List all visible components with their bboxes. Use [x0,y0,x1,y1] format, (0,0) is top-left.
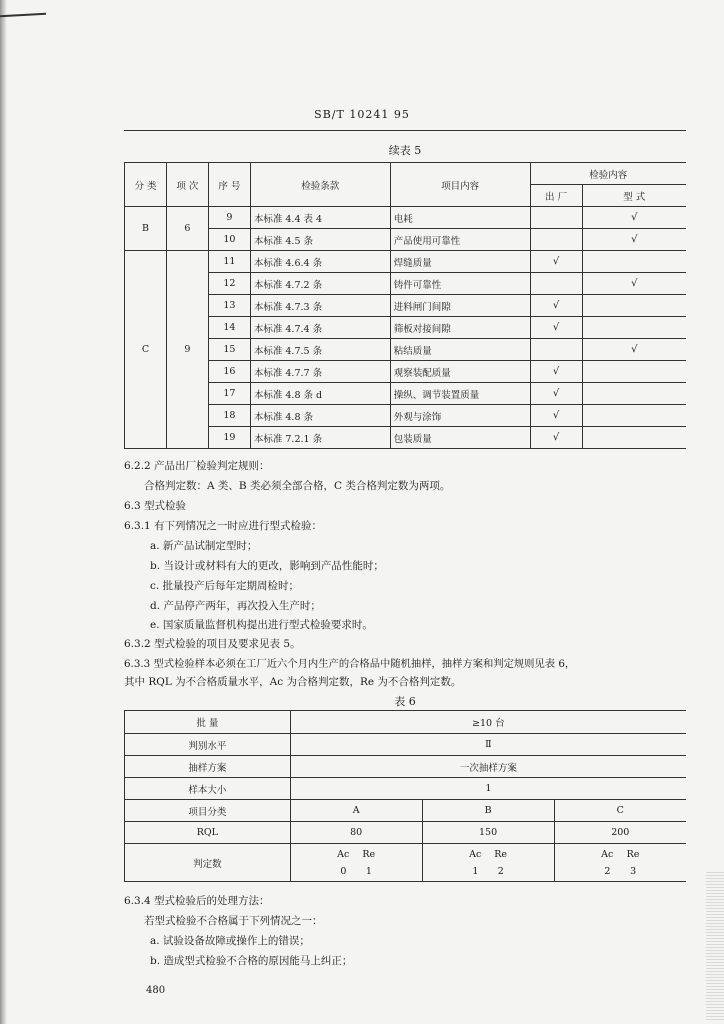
page-number: 480 [146,985,166,996]
cell-clause: 本标准 4.7.3 条 [250,295,390,317]
para-6-3-1: 6.3.1 有下列情况之一时应进行型式检验： [124,520,323,532]
header-rule [124,130,686,131]
th-category: 分 类 [125,163,167,207]
cell-seq: 16 [208,361,250,383]
cell-type [582,427,686,449]
group-category: B [125,207,167,251]
cell-factory [530,339,582,361]
cell-seq: 14 [208,317,250,339]
re-value: 1 [365,865,372,877]
para-6-3-3-cont: 其中 RQL 为不合格质量水平，Ac 为合格判定数，Re 为不合格判定数。 [124,676,462,688]
t6-plan-value: 一次抽样方案 [290,756,686,778]
group-item: 9 [166,251,208,449]
table5-caption: 续表 5 [388,144,422,157]
cell-factory [530,207,582,229]
cell-factory: √ [530,361,582,383]
re-value: 2 [497,865,504,877]
t6-class-label: 项目分类 [125,800,291,822]
th-seq: 序 号 [208,163,250,207]
ac-value: 0 [340,865,347,877]
re-value: 3 [630,865,637,877]
cell-content: 外观与涂饰 [390,405,530,427]
cell-content: 操纵、调节装置质量 [390,383,530,405]
cell-type [582,361,686,383]
th-scope: 检验内容 [530,163,686,185]
item-c: c. 批量投产后每年定期周检时； [150,580,300,592]
table5-row [125,295,687,317]
table6 [124,710,686,882]
cell-factory: √ [530,317,582,339]
ac-value: 2 [604,865,611,877]
cell-type [582,405,686,427]
t6-lot-value: ≥10 台 [290,711,686,734]
cell-clause: 本标准 4.7.4 条 [250,317,390,339]
t6-rql-label: RQL [125,822,291,844]
cell-factory [530,273,582,295]
t6-rql-c: 200 [554,822,686,844]
t6-judge-label: 判定数 [125,844,291,882]
re-label: Re [494,848,508,860]
cell-seq: 12 [208,273,250,295]
table5-row [125,273,687,295]
cell-factory: √ [530,251,582,273]
cell-type: √ [582,339,686,361]
cell-type: √ [582,229,686,251]
cell-type [582,383,686,405]
cell-seq: 9 [208,207,250,229]
ac-label: Ac [469,848,482,860]
t6-level-value: Ⅱ [290,734,686,756]
group-category: C [125,251,167,449]
item-b2: b. 造成型式检验不合格的原因能马上纠正； [150,955,353,967]
cell-clause: 本标准 4.8 条 [250,405,390,427]
table5-row [125,339,687,361]
t6-size-value: 1 [290,778,686,800]
cell-seq: 17 [208,383,250,405]
re-label: Re [362,848,376,860]
cell-clause: 本标准 4.4 表 4 [250,207,390,229]
cell-content: 包装质量 [390,427,530,449]
cell-clause: 本标准 4.7.7 条 [250,361,390,383]
cell-type: √ [582,207,686,229]
table5-row [125,361,687,383]
para-6-3-2: 6.3.2 型式检验的项目及要求见表 5。 [124,638,301,650]
scan-edge [0,0,8,1024]
ac-label: Ac [337,848,350,860]
cell-clause: 本标准 4.8 条 d [250,383,390,405]
cell-factory: √ [530,383,582,405]
re-label: Re [626,848,640,860]
item-e: e. 国家质量监督机构提出进行型式检验要求时。 [150,619,373,631]
ac-label: Ac [601,848,614,860]
th-item: 项 次 [166,163,208,207]
t6-judge-b [422,844,554,882]
cell-clause: 本标准 4.6.4 条 [250,251,390,273]
t6-class-b: B [422,800,554,822]
t6-plan-label: 抽样方案 [125,756,291,778]
t6-judge-c [554,844,686,882]
cell-seq: 11 [208,251,250,273]
para-6-3-4-intro: 若型式检验不合格属于下列情况之一： [144,915,323,927]
cell-content: 电耗 [390,207,530,229]
cell-seq: 15 [208,339,250,361]
cell-seq: 19 [208,427,250,449]
cell-content: 焊缝质量 [390,251,530,273]
para-6-2-2-rule: 合格判定数：A 类、B 类必须全部合格，C 类合格判定数为两项。 [144,480,451,492]
scan-noise [706,870,724,1020]
cell-type [582,295,686,317]
item-a2: a. 试验设备故障或操作上的错误； [150,935,310,947]
table5-row [125,383,687,405]
cell-type [582,251,686,273]
cell-content: 进料闸门间隙 [390,295,530,317]
cell-seq: 10 [208,229,250,251]
cell-seq: 18 [208,405,250,427]
table5-row [125,427,687,449]
t6-judge-a [290,844,422,882]
standard-header: SB/T 10241 95 [314,108,410,121]
cell-factory: √ [530,405,582,427]
group-item: 6 [166,207,208,251]
t6-rql-b: 150 [422,822,554,844]
th-content: 项目内容 [390,163,530,207]
cell-factory: √ [530,427,582,449]
cell-content: 筛板对接间隙 [390,317,530,339]
cell-content: 观察装配质量 [390,361,530,383]
item-a: a. 新产品试制定型时； [150,540,258,552]
cell-type [582,317,686,339]
para-6-3-3: 6.3.3 型式检验样本必须在工厂近六个月内生产的合格品中随机抽样，抽样方案和判定规则见表 6， [124,658,576,670]
table5 [124,162,686,449]
cell-clause: 本标准 7.2.1 条 [250,427,390,449]
cell-content: 铸件可靠性 [390,273,530,295]
item-b: b. 当设计或材料有大的更改，影响到产品性能时； [150,560,384,572]
t6-class-c: C [554,800,686,822]
table6-caption: 表 6 [394,695,416,708]
table5-row [125,405,687,427]
cell-type: √ [582,273,686,295]
cell-content: 粘结质量 [390,339,530,361]
ac-value: 1 [472,865,479,877]
table5-row [125,317,687,339]
cell-clause: 本标准 4.5 条 [250,229,390,251]
table5-row [125,251,687,273]
th-factory: 出 厂 [530,185,582,207]
table5-row [125,207,687,229]
cell-clause: 本标准 4.7.5 条 [250,339,390,361]
th-clause: 检验条款 [250,163,390,207]
cell-factory [530,229,582,251]
cell-factory: √ [530,295,582,317]
t6-lot-label: 批 量 [125,711,291,734]
cell-seq: 13 [208,295,250,317]
para-6-2-2: 6.2.2 产品出厂检验判定规则： [124,460,270,472]
t6-class-a: A [290,800,422,822]
table5-row [125,229,687,251]
para-6-3-4: 6.3.4 型式检验后的处理方法： [124,895,270,907]
t6-size-label: 样本大小 [125,778,291,800]
t6-rql-a: 80 [290,822,422,844]
th-type: 型 式 [582,185,686,207]
heading-6-3: 6.3 型式检验 [124,500,187,512]
cell-content: 产品使用可靠性 [390,229,530,251]
item-d: d. 产品停产两年，再次投入生产时； [150,600,321,612]
cell-clause: 本标准 4.7.2 条 [250,273,390,295]
t6-level-label: 判别水平 [125,734,291,756]
